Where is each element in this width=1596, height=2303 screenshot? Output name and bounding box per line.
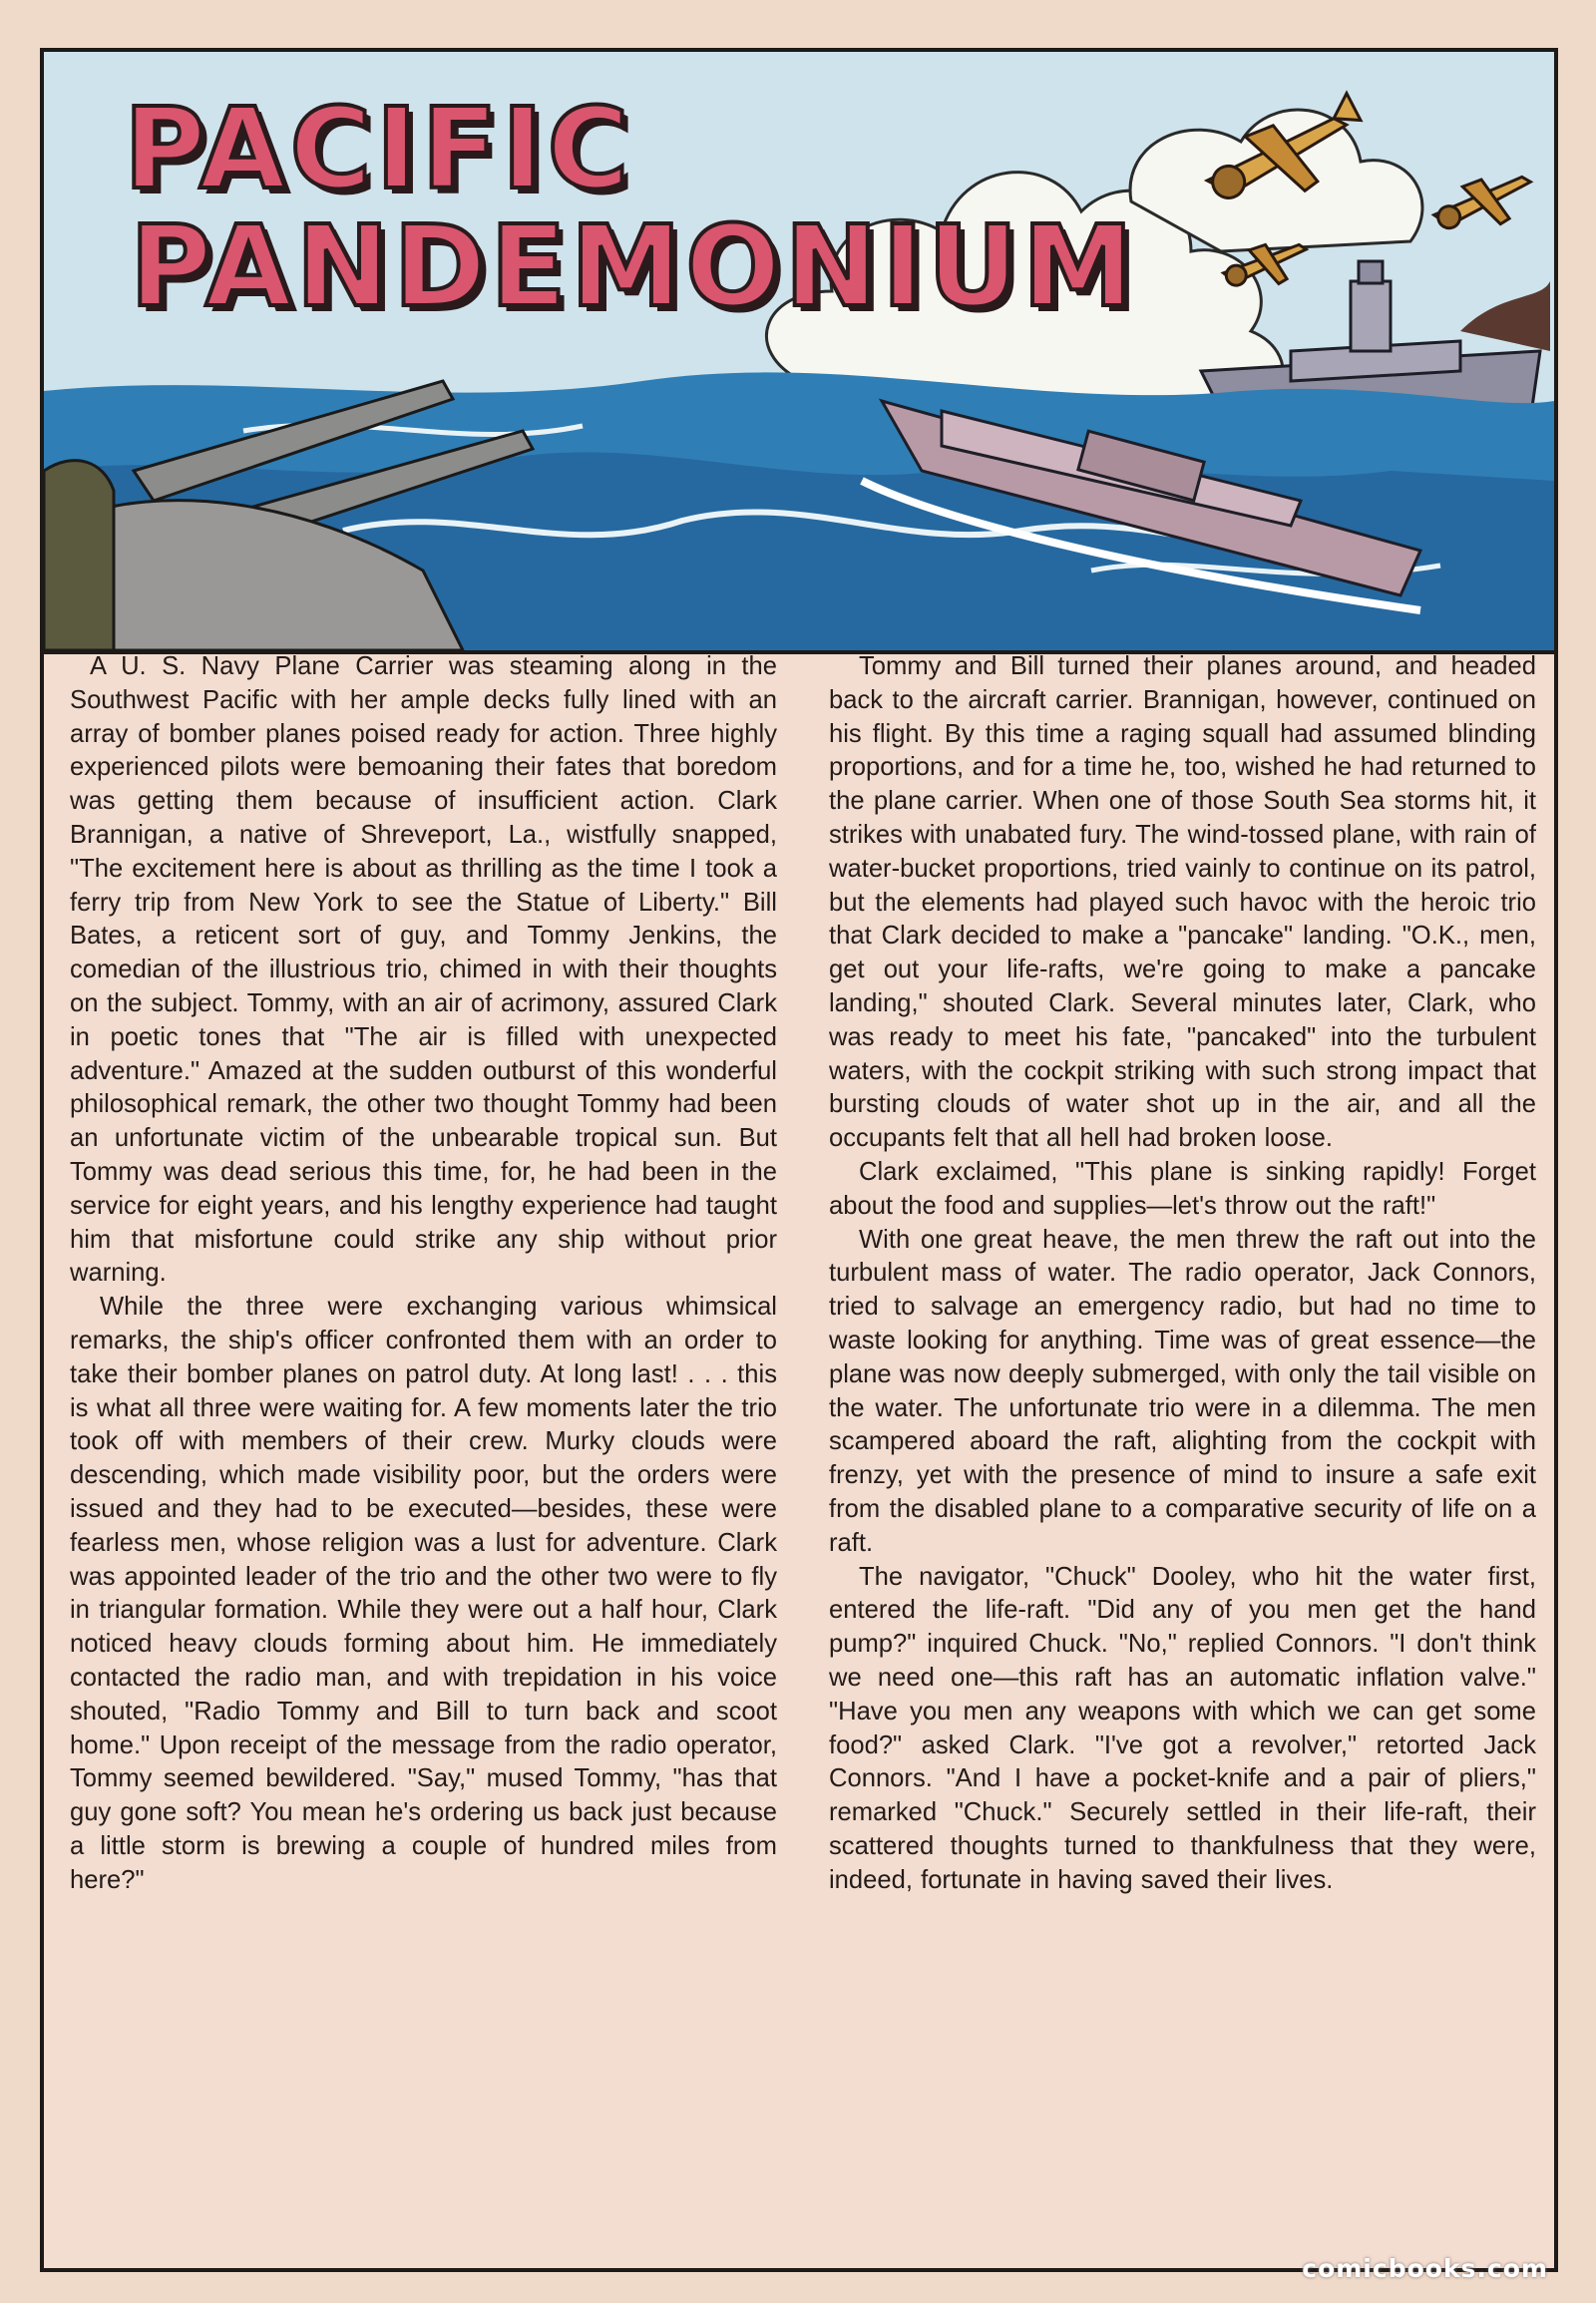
title-banner-illustration: [44, 52, 1554, 654]
site-watermark: comicbooks.com: [1302, 2254, 1548, 2283]
paragraph: With one great heave, the men threw the raft out into the turbulent mass of water. The radio operator, Jack Connors, tried to salvage an emergency radio, but had no time to waste looking for anything. Time was of great essence—the plane was now deeply submerged, with only the tail visible on the water. The unfortunate trio were in a dilemma. The men scampered aboard the raft, alighting from the cockpit with frenzy, yet with the presence of mind to insure a safe exit from the disabled plane to a comparative security of life on a raft.: [829, 1225, 1536, 1557]
right-column: [829, 650, 1536, 2256]
paragraph: Clark exclaimed, "This plane is sinking rapidly! Forget about the food and supplies—let's throw out the raft!": [829, 1157, 1536, 1220]
title-line-1: PACIFIC: [124, 85, 633, 214]
paragraph: The navigator, "Chuck" Dooley, who hit the water first, entered the life-raft. "Did any of you men get the hand pump?" inquired Chuck. "No," replied Connors. "I don't think we need one—this raft has an automatic inflation valve." "Have you men any weapons with which we can get some food?" asked Clark. "I've got a revolver," retorted Jack Connors. "And I have a pocket-knife and a pair of pliers," remarked "Chuck." Securely settled in their life-raft, their scattered thoughts turned to thankfulness that they were, indeed, fortunate in having saved their lives.: [829, 1562, 1536, 1894]
paragraph: A U. S. Navy Plane Carrier was steaming along in the Southwest Pacific with her ample decks fully lined with an array of bomber planes poised ready for action. Three highly experienced pilots were bemoaning their fates that boredom was getting them because of insufficient action. Clark Brannigan, a native of Shreveport, La., wistfully snapped, "The excitement here is about as thrilling as the time I took a ferry trip from New York to see the Statue of Liberty." Bill Bates, a reticent sort of guy, and Tommy Jenkins, the comedian of the illustrious trio, chimed in with their thoughts on the subject. Tommy, with an air of acrimony, assured Clark in poetic tones that "The air is filled with unexpected adventure." Amazed at the sudden outburst of this wonderful philosophical remark, the other two thought Tommy had been an unfortunate victim of the unbearable tropical sun. But Tommy was dead serious this time, for, he had been in the service for eight years, and his lengthy experience had taught him that misfortune could strike any ship without prior warning.: [70, 652, 777, 1288]
paragraph: While the three were exchanging various whimsical remarks, the ship's officer confronted them with an order to take their bomber planes on patrol duty. At long last! . . . this is what all three were waiting for. A few moments later the trio took off with members of their crew. Murky clouds were descending, which made visibility poor, but the orders were issued and they had to be executed—besides, these were fearless men, whose religion was a lust for adventure. Clark was appointed leader of the trio and the other two were to fly in triangular formation. While they were out a half hour, Clark noticed heavy clouds forming about him. He immediately contacted the radio man, and with trepidation in his voice shouted, "Radio Tommy and Bill to turn back and scoot home." Upon receipt of the message from the radio operator, Tommy seemed bewildered. "Say," mused Tommy, "has that guy gone soft? You mean he's ordering us back just because a little storm is brewing a couple of hundred miles from here?": [70, 1293, 777, 1894]
left-column: [70, 650, 777, 2256]
title-line-2: PANDEMONIUM: [130, 201, 1138, 332]
story-title: [124, 85, 1138, 332]
story-columns: [70, 650, 1536, 2256]
paragraph: Tommy and Bill turned their planes around, and headed back to the aircraft carrier. Brannigan, however, continued on his flight. By this time a raging squall had assumed blinding proportions, and for a time he, too, wished he had returned to the plane carrier. When one of those South Sea storms hit, it strikes with unabated fury. The wind-tossed plane, with rain of water-bucket proportions, tried vainly to continue on its patrol, but the elements had played such havoc with the heroic trio that Clark decided to make a "pancake" landing. "O.K., men, get out your life-rafts, we're going to make a pancake landing," shouted Clark. Several minutes later, Clark, who was ready to meet his fate, "pancaked" into the turbulent waters, with the cockpit striking with such strong impact that bursting clouds of water shot up in the air, and all the occupants felt that all hell had broken loose.: [829, 652, 1536, 1153]
